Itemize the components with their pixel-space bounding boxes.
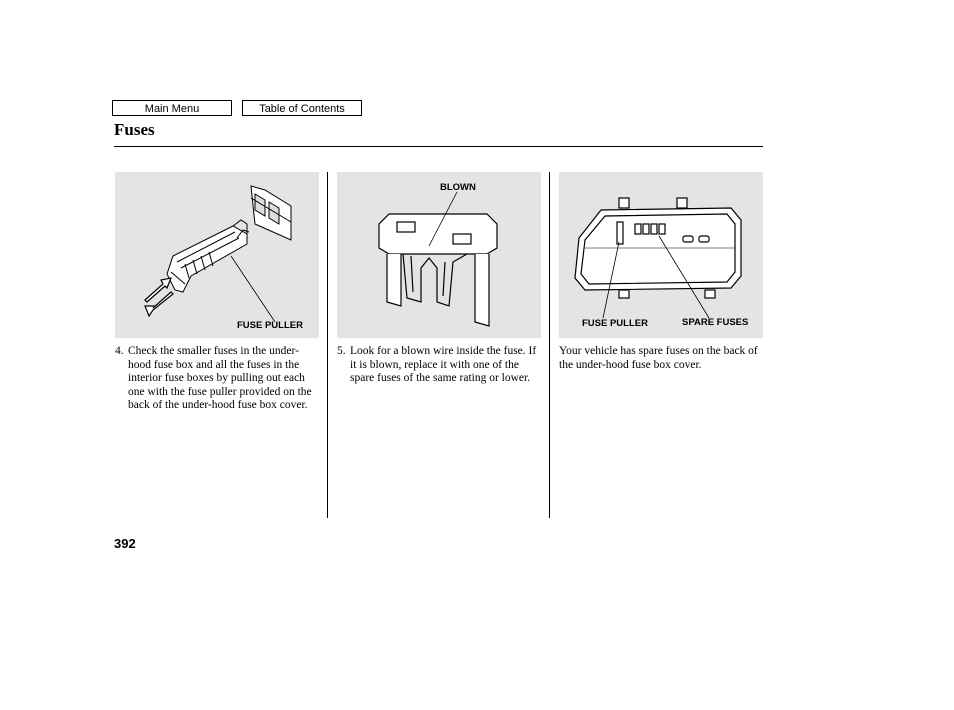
page-title: Fuses	[114, 120, 155, 139]
step-number: 4.	[115, 345, 124, 357]
fuse-puller-label: FUSE PULLER	[582, 318, 648, 329]
step-description: Check the smaller fuses in the under-hood fuse box and all the fuses in the interior fuse boxes by pulling out each one with the fuse puller provided on the back of the under-hood fuse box cover.	[128, 345, 312, 411]
fuse-puller-illustration	[115, 172, 319, 338]
step-4-text	[115, 345, 319, 413]
main-menu-button[interactable]: Main Menu	[112, 100, 232, 116]
fuse-puller-label: FUSE PULLER	[237, 320, 303, 331]
step-description: Look for a blown wire inside the fuse. If it is blown, replace it with one of the spare fuses of the same rating or lower.	[350, 345, 537, 384]
fuse-box-cover-illustration	[559, 172, 763, 338]
page-number: 392	[114, 536, 136, 551]
blown-label: BLOWN	[440, 182, 476, 193]
blown-fuse-illustration	[337, 172, 541, 338]
spare-fuses-note: Your vehicle has spare fuses on the back of the under-hood fuse box cover.	[559, 345, 758, 371]
step-5-text	[337, 345, 541, 386]
fuse-box-cover-drawing	[559, 172, 763, 338]
step-number: 5.	[337, 345, 346, 357]
blown-fuse-drawing	[337, 172, 541, 338]
spare-fuses-label: SPARE FUSES	[682, 317, 749, 328]
column-divider	[327, 172, 328, 518]
fuse-puller-drawing	[115, 172, 319, 338]
title-divider	[114, 146, 763, 147]
column-divider	[549, 172, 550, 518]
table-of-contents-button[interactable]: Table of Contents	[242, 100, 362, 116]
